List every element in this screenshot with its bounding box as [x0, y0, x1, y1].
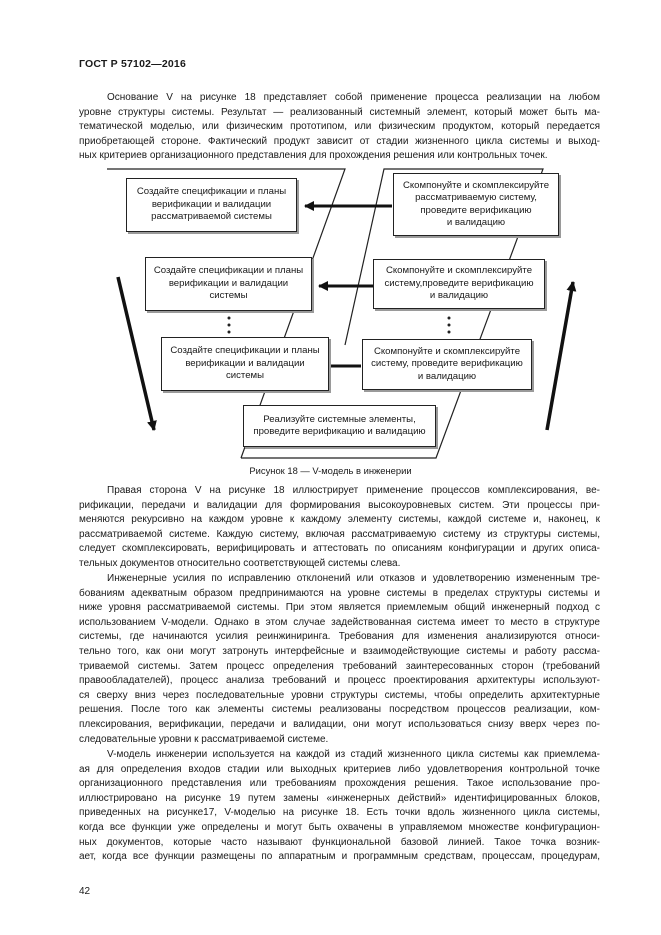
text-line: Правая сторона V на рисунке 18 иллюстрирует применение процессов комплексирования, ве-: [107, 485, 600, 496]
text-line: ниже уровня рассматриваемой системы. При этом является приемлемым общий инженерный подход с: [79, 602, 600, 614]
bottom-box: Реализуйте системные элементы, проведите верификацию и валидацию: [243, 405, 436, 447]
text-line: ных критериев организационного представления для прохождения решения или контрольных точек.: [79, 150, 548, 162]
up-arrow: [547, 282, 573, 430]
right-box-level-1: Скомпонуйте и скомплексируйте рассматриваемую систему, проведите верификацию и валидацию: [393, 173, 559, 236]
body-paragraph-3: [79, 748, 600, 865]
text-line: правообладателей), процесс анализа требований и процесс проектирования архитектуры используют-: [79, 675, 600, 687]
text-line: ся сверху вниз через последовательные уровни структуры системы, чтобы определить архитектурные: [79, 689, 600, 701]
text-line: V-модель инженерии используется на каждой из стадий жизненного цикла системы как приемлема-: [107, 749, 600, 760]
left-box-level-3: Создайте спецификации и планы верификации и валидации системы: [161, 337, 329, 391]
text-line: ных документов, которые часто называют функциональной базовой линией. Такое точка возник-: [79, 836, 600, 848]
text-line: решения. После того как элементы системы реализованы посредством процессов реализации, ком-: [79, 704, 600, 716]
text-line: плексирования, верификации, передачи и валидации, они могут использоваться снизу вверх через по-: [79, 718, 600, 730]
figure-caption: Рисунок 18 — V-модель в инженерии: [249, 465, 412, 476]
text-line: ая для определения входов стадии или выходных критериев либо удовлетворения контрольной точке: [79, 763, 600, 775]
text-line: ает, когда все функции размещены по аппаратным и программным средствам, процессам, процедурам,: [79, 851, 600, 863]
text-line: использованием V-модели. Однако в этом случае задействованная система имеет то место в структуре: [79, 616, 600, 628]
text-line: рификации, передачи и валидации для формирования высокоуровневых систем. Эти процессы при-: [79, 499, 600, 511]
text-line: тематической моделью, или физическим прототипом, или физическим продуктом, который передается: [79, 121, 600, 133]
text-line: когда все функции уже определены и могут быть охвачены в управляемом множестве конфигурацион-: [79, 821, 600, 833]
text-line: иллюстрировано на рисунке 19 путем замены «инженерных действий» идентифицированных блоков,: [79, 792, 600, 804]
ellipsis-dots-left: [228, 317, 231, 334]
right-box-level-3: Скомпонуйте и скомплексируйте систему, проведите верификацию и валидацию: [362, 339, 532, 390]
text-line: Основание V на рисунке 18 представляет собой применение процесса реализации на любом: [107, 92, 600, 103]
text-line: тельных документов относительно соответствующей системы слева.: [79, 557, 401, 569]
text-line: следует скомплексировать, верифицировать и аттестовать по описаниям конфигурации и других описа-: [79, 543, 600, 555]
right-box-level-2: Скомпонуйте и скомплексируйте систему,проведите верификацию и валидацию: [373, 259, 545, 309]
left-box-level-2: Создайте спецификации и планы верификации и валидации системы: [145, 257, 312, 311]
text-line: тельно того, как они могут затронуть интерфейсные и взаимодействующие системы и работу рассма-: [79, 645, 600, 657]
document-header: ГОСТ Р 57102—2016: [79, 58, 187, 70]
body-paragraph-2: [79, 572, 600, 747]
text-line: меняются рекурсивно на каждом уровне к каждому элементу системы, каждой системе и, наконец, к: [79, 514, 600, 526]
text-line: бованиям адекватным образом предпринимаются на уровне системы в пределах структуры системы и: [79, 587, 600, 599]
text-line: триваемой системы. Затем процесс определения требований заинтересованных сторон (требований: [79, 660, 600, 672]
text-line: приобретающей стороне. Фактический продукт зависит от стадии жизненного цикла системы и выход-: [79, 135, 600, 147]
text-line: организационного представления или требованиям прохождения решения. Такое использование про-: [79, 778, 600, 790]
text-line: приведенных на рисунке17, V-моделью на рисунке 18. Есть точки вдоль жизненного цикла системы,: [79, 807, 600, 819]
body-paragraph-1: [79, 484, 600, 572]
ellipsis-dots-right: [448, 317, 451, 334]
text-line: уровне структуры системы. Результат — реализованный системный элемент, который может быть ма-: [79, 106, 600, 118]
text-line: следовательные уровни к рассматриваемой системе.: [79, 733, 329, 745]
left-box-level-1: Создайте спецификации и планы верификации и валидации рассматриваемой системы: [126, 178, 297, 232]
page-number: 42: [79, 886, 91, 897]
text-line: Инженерные усилия по исправлению отклонений или отказов и удовлетворению измененным тре-: [107, 573, 600, 584]
text-line: системы, где начинаются усилия реинжиниринга. Требования для изменения анализируются относи-: [79, 631, 600, 643]
text-line: рассматриваемой системе. Каждую систему, включая рассматриваемую систему из структуры системы,: [79, 528, 600, 540]
